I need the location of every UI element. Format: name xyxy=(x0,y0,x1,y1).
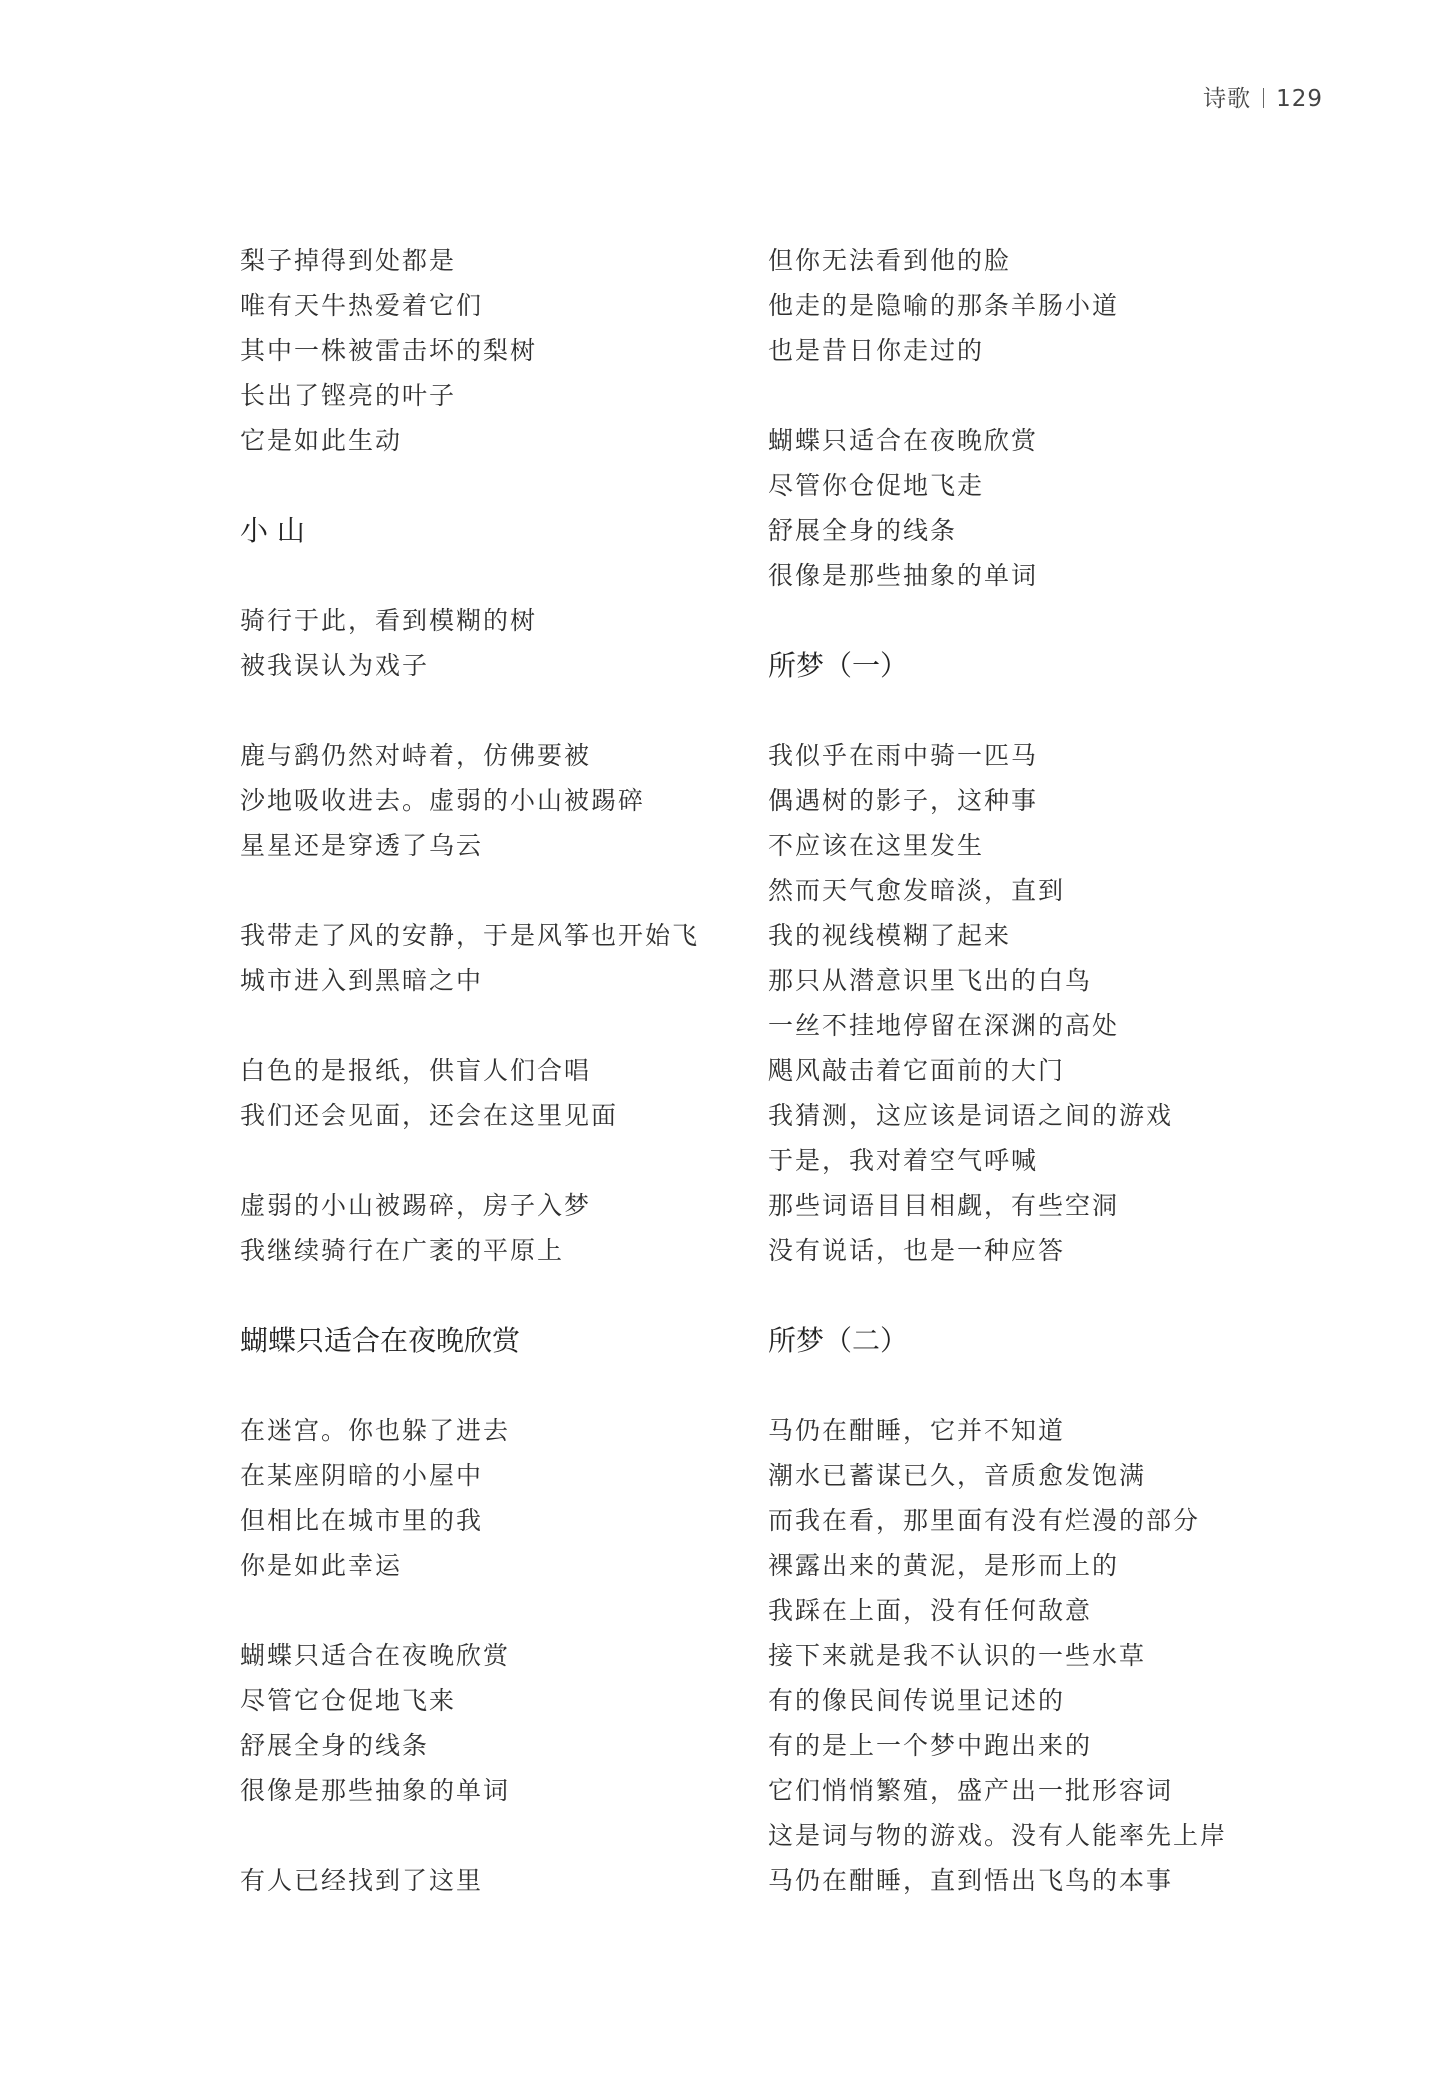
poem-line: 它们悄悄繁殖，盛产出一批形容词 xyxy=(768,1776,1174,1805)
poem-line: 我猜测，这应该是词语之间的游戏 xyxy=(768,1101,1174,1130)
poem-line: 这是词与物的游戏。没有人能率先上岸 xyxy=(768,1821,1228,1850)
poem-title: 小 山 xyxy=(240,514,305,547)
poem-line: 他走的是隐喻的那条羊肠小道 xyxy=(768,291,1120,320)
poem-title: 蝴蝶只适合在夜晚欣赏 xyxy=(240,1324,521,1357)
poem-line: 长出了铿亮的叶子 xyxy=(240,381,457,410)
poem-line: 那只从潜意识里飞出的白鸟 xyxy=(768,966,1093,995)
poem-line: 被我误认为戏子 xyxy=(240,651,430,680)
poem-line: 它是如此生动 xyxy=(240,426,403,455)
poem-line: 白色的是报纸，供盲人们合唱 xyxy=(240,1056,592,1085)
poem-line: 裸露出来的黄泥，是形而上的 xyxy=(768,1551,1120,1580)
poem-line: 星星还是穿透了乌云 xyxy=(240,831,484,860)
left-column xyxy=(240,238,710,1903)
poem-line: 蝴蝶只适合在夜晚欣赏 xyxy=(768,426,1039,455)
poem-line: 我带走了风的安静，于是风筝也开始飞 xyxy=(240,921,700,950)
poem-line: 其中一株被雷击坏的梨树 xyxy=(240,336,538,365)
poem-line: 虚弱的小山被踢碎，房子入梦 xyxy=(240,1191,592,1220)
poem-line: 在迷宫。你也躲了进去 xyxy=(240,1416,511,1445)
page-number: 129 xyxy=(1276,86,1323,112)
poem-line: 偶遇树的影子，这种事 xyxy=(768,786,1039,815)
poem-line: 有的像民间传说里记述的 xyxy=(768,1686,1066,1715)
poem-line: 唯有天牛热爱着它们 xyxy=(240,291,484,320)
poem-line: 潮水已蓄谋已久，音质愈发饱满 xyxy=(768,1461,1147,1490)
poem-line: 有的是上一个梦中跑出来的 xyxy=(768,1731,1093,1760)
poem-line: 但相比在城市里的我 xyxy=(240,1506,484,1535)
poem-line: 接下来就是我不认识的一些水草 xyxy=(768,1641,1147,1670)
section-label: 诗歌 xyxy=(1203,86,1252,112)
poem-line: 尽管你仓促地飞走 xyxy=(768,471,985,500)
poem-line: 有人已经找到了这里 xyxy=(240,1866,484,1895)
poem-title: 所梦（二） xyxy=(768,1324,909,1357)
poem-line: 我似乎在雨中骑一匹马 xyxy=(768,741,1039,770)
poem-line: 城市进入到黑暗之中 xyxy=(240,966,484,995)
right-column xyxy=(768,238,1288,1903)
poem-line: 但你无法看到他的脸 xyxy=(768,246,1012,275)
poem-line: 不应该在这里发生 xyxy=(768,831,985,860)
poem-line: 然而天气愈发暗淡，直到 xyxy=(768,876,1066,905)
poem-line: 我踩在上面，没有任何敌意 xyxy=(768,1596,1093,1625)
poem-line: 于是，我对着空气呼喊 xyxy=(768,1146,1039,1175)
poem-line: 鹿与鹞仍然对峙着，仿佛要被 xyxy=(240,741,592,770)
poem-line: 那些词语目目相觑，有些空洞 xyxy=(768,1191,1120,1220)
poem-line: 梨子掉得到处都是 xyxy=(240,246,457,275)
page-header xyxy=(1203,80,1323,113)
poem-line: 很像是那些抽象的单词 xyxy=(768,561,1039,590)
header-divider xyxy=(1263,88,1264,108)
poem-line: 没有说话，也是一种应答 xyxy=(768,1236,1066,1265)
poem-line: 也是昔日你走过的 xyxy=(768,336,985,365)
poem-line: 马仍在酣睡，它并不知道 xyxy=(768,1416,1066,1445)
poem-line: 马仍在酣睡，直到悟出飞鸟的本事 xyxy=(768,1866,1174,1895)
poem-line: 很像是那些抽象的单词 xyxy=(240,1776,511,1805)
poem-line: 舒展全身的线条 xyxy=(240,1731,430,1760)
poem-line: 尽管它仓促地飞来 xyxy=(240,1686,457,1715)
poem-line: 舒展全身的线条 xyxy=(768,516,958,545)
poem-line: 我们还会见面，还会在这里见面 xyxy=(240,1101,619,1130)
poem-line: 你是如此幸运 xyxy=(240,1551,403,1580)
poem-line: 飓风敲击着它面前的大门 xyxy=(768,1056,1066,1085)
poem-line: 沙地吸收进去。虚弱的小山被踢碎 xyxy=(240,786,646,815)
poem-line: 在某座阴暗的小屋中 xyxy=(240,1461,484,1490)
poem-line: 我的视线模糊了起来 xyxy=(768,921,1012,950)
poem-line: 蝴蝶只适合在夜晚欣赏 xyxy=(240,1641,511,1670)
poem-line: 我继续骑行在广袤的平原上 xyxy=(240,1236,565,1265)
poem-line: 骑行于此，看到模糊的树 xyxy=(240,606,538,635)
poem-line: 而我在看，那里面有没有烂漫的部分 xyxy=(768,1506,1201,1535)
poem-title: 所梦（一） xyxy=(768,649,909,682)
poem-line: 一丝不挂地停留在深渊的高处 xyxy=(768,1011,1120,1040)
